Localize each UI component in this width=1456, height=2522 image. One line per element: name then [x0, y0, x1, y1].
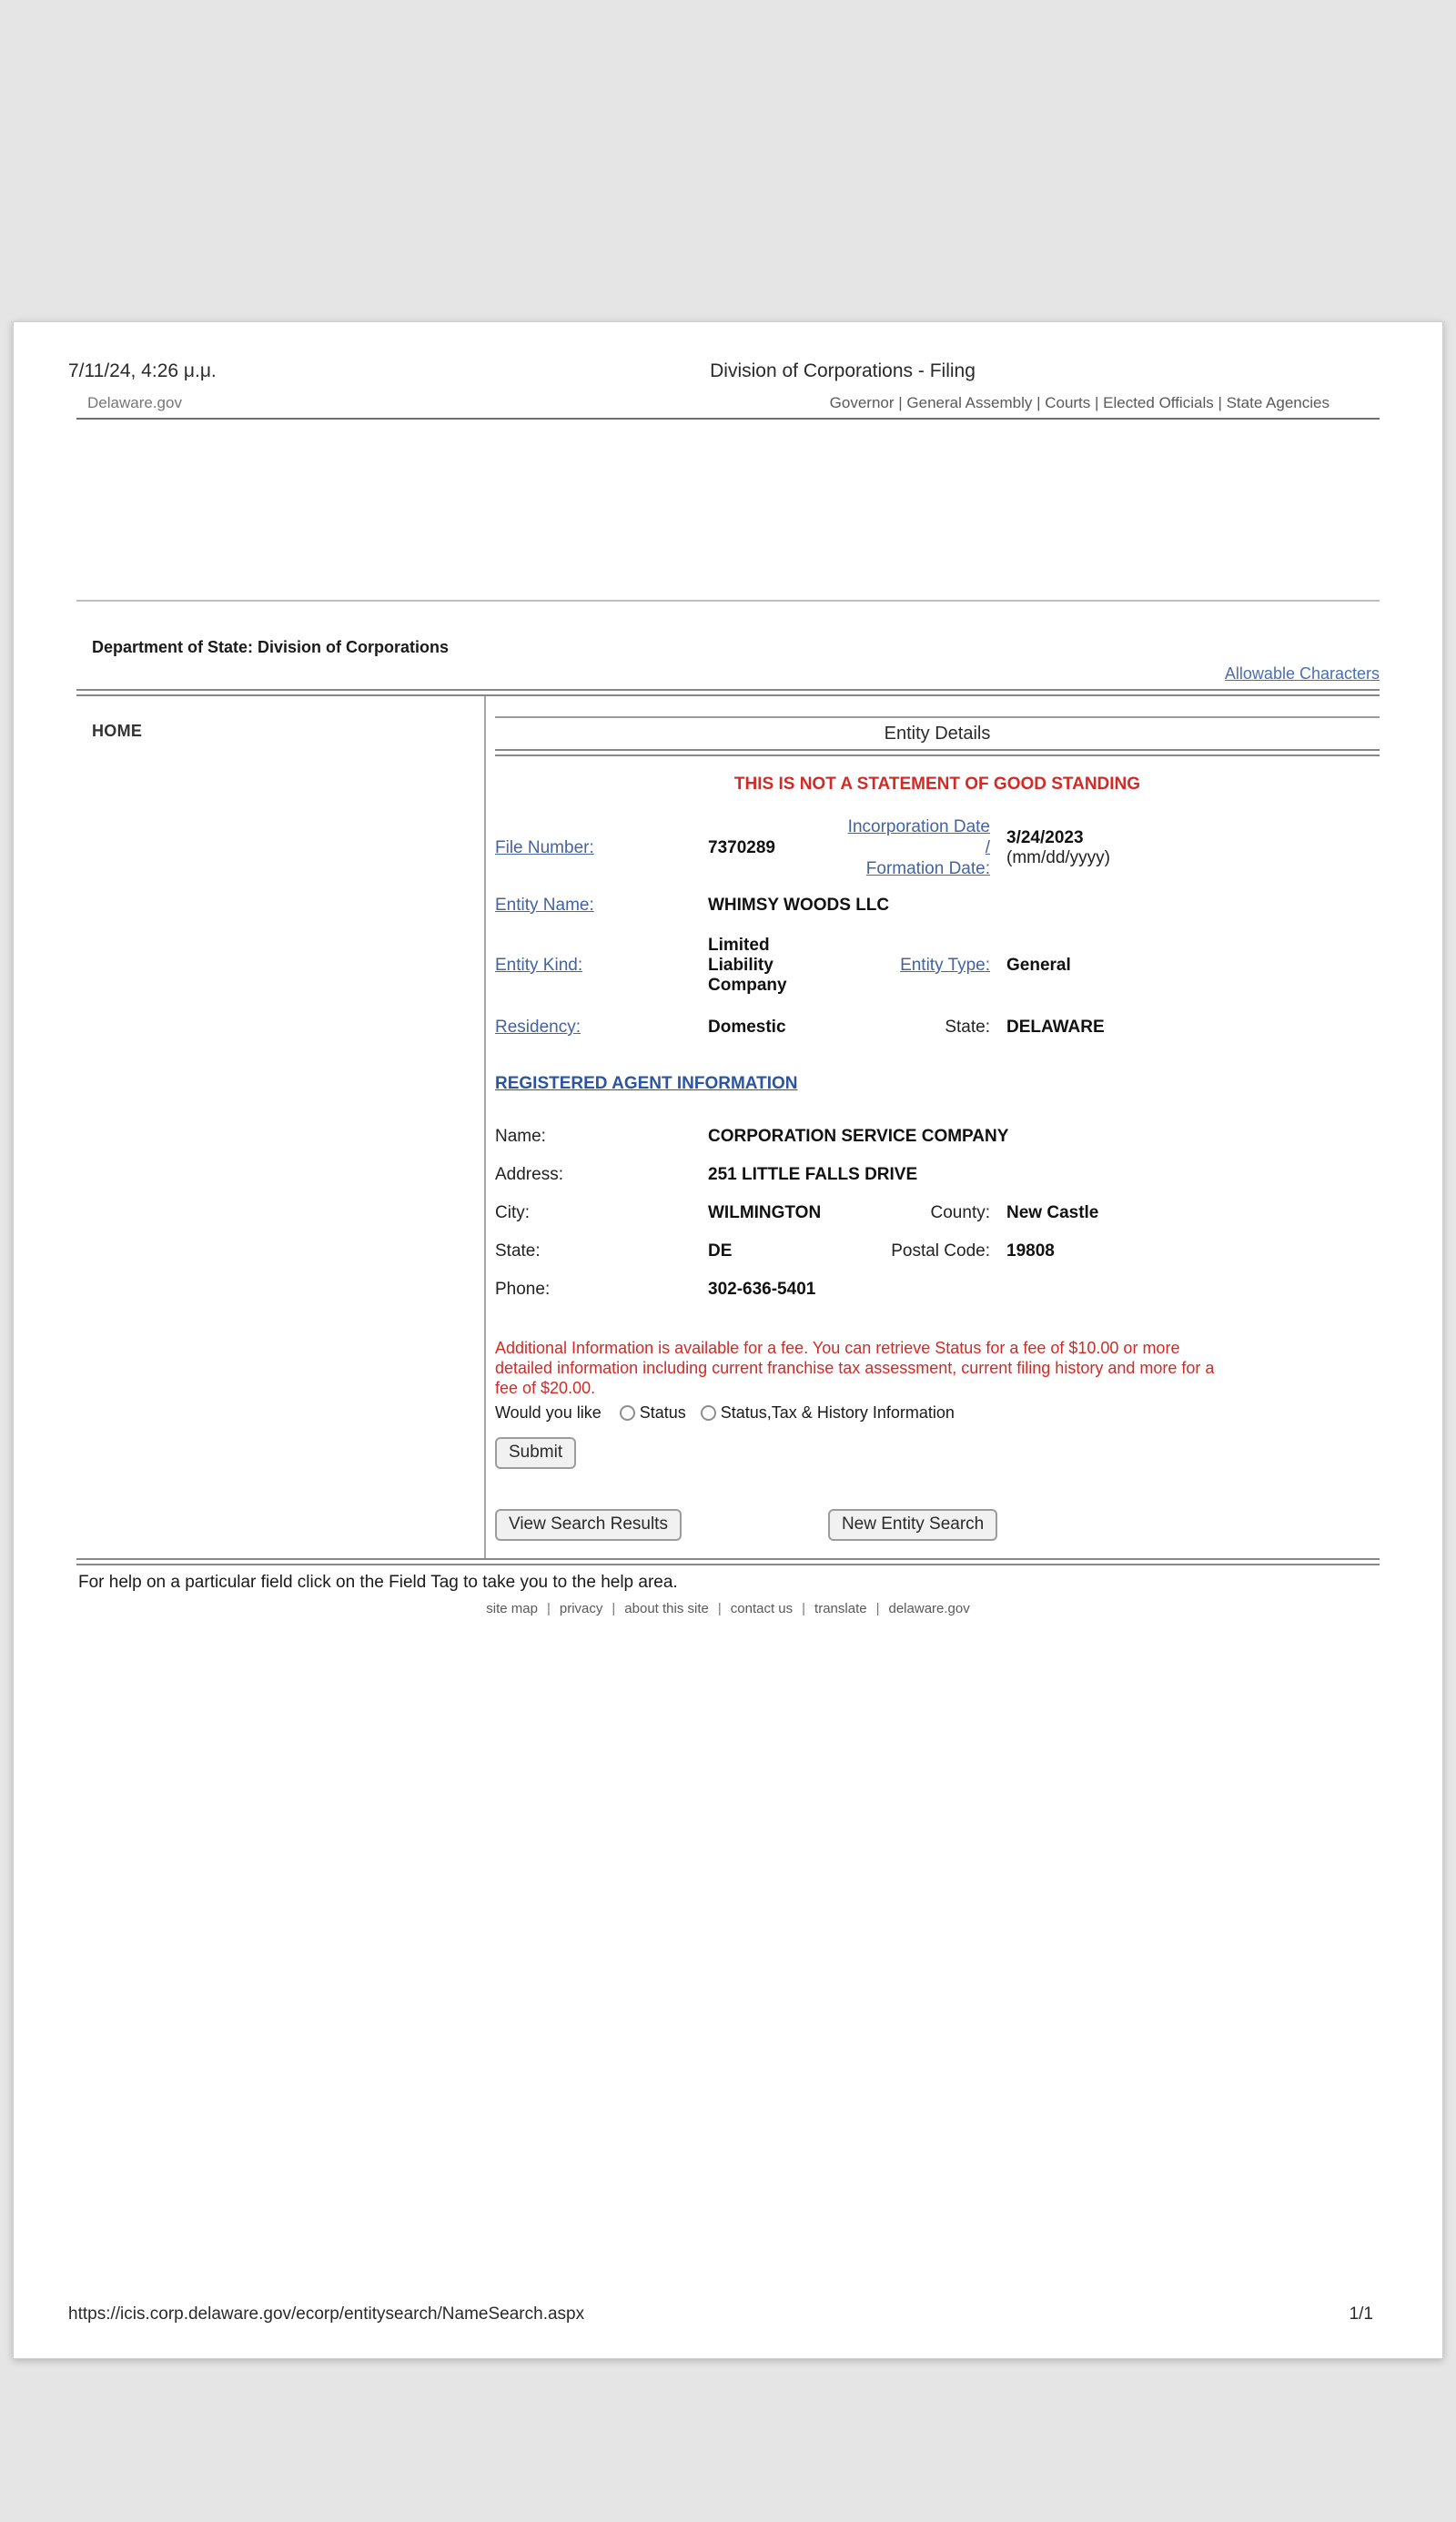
print-preview-page: [13, 321, 1443, 2359]
footer-separator: |: [717, 1601, 722, 1616]
agent-phone-row: [495, 1280, 1380, 1300]
incorporation-date-label-line1: Incorporation Date /: [847, 817, 990, 857]
incorporation-date-text: 3/24/2023: [1006, 827, 1084, 847]
file-number-label-link[interactable]: File Number:: [495, 837, 594, 857]
bottom-double-rule: [76, 1558, 1380, 1565]
sidebar-item-home[interactable]: HOME: [92, 722, 143, 740]
entity-name-row: [495, 896, 1380, 916]
registered-agent-heading[interactable]: REGISTERED AGENT INFORMATION: [495, 1074, 798, 1093]
agent-postal-value: 19808: [1006, 1241, 1055, 1261]
entity-kind-label-link[interactable]: Entity Kind:: [495, 956, 583, 975]
footer-links: [14, 1601, 1442, 1616]
agent-address-row: [495, 1165, 1380, 1185]
agent-county-value: New Castle: [1006, 1203, 1099, 1222]
residency-row: [495, 1018, 1380, 1038]
entity-heading-rule: [495, 749, 1380, 756]
options-prompt: Would you like: [495, 1403, 602, 1422]
footer-separator: |: [875, 1601, 880, 1616]
incorporation-date-label-link[interactable]: [844, 816, 990, 879]
status-tax-history-radio[interactable]: [701, 1405, 716, 1421]
help-text: For help on a particular field click on the Field Tag to take you to the help area.: [78, 1573, 678, 1592]
new-entity-search-button[interactable]: New Entity Search: [828, 1509, 997, 1541]
print-timestamp: 7/11/24, 4:26 μ.μ.: [68, 360, 217, 381]
print-header: [14, 322, 1442, 380]
agent-phone-label: Phone:: [495, 1280, 551, 1299]
agent-county-label: County:: [930, 1203, 990, 1222]
residency-value: Domestic: [708, 1018, 786, 1037]
status-option[interactable]: [620, 1403, 686, 1423]
entity-details-panel: [486, 696, 1380, 1558]
state-value: DELAWARE: [1006, 1018, 1105, 1037]
agent-state-row: [495, 1241, 1380, 1261]
residency-label-link[interactable]: Residency:: [495, 1018, 581, 1037]
site-header: [76, 380, 1380, 420]
print-footer: [14, 2304, 1442, 2324]
entity-type-label-text: Entity Type:: [900, 956, 990, 975]
agent-address-value: 251 LITTLE FALLS DRIVE: [708, 1165, 918, 1184]
allowable-characters-row: [76, 657, 1380, 684]
footer-link-about[interactable]: about this site: [624, 1601, 709, 1616]
entity-name-label-link[interactable]: Entity Name:: [495, 896, 594, 915]
delaware-gov-link[interactable]: Delaware.gov: [87, 394, 182, 411]
footer-separator: |: [612, 1601, 616, 1616]
department-title: Department of State: Division of Corporations: [92, 638, 450, 656]
state-label: State:: [945, 1018, 990, 1037]
agent-address-label: Address:: [495, 1165, 563, 1184]
incorporation-date-value: [990, 828, 1380, 868]
sidebar: [76, 696, 486, 1558]
incorporation-date-format: (mm/dd/yyyy): [1006, 847, 1110, 867]
agent-city-row: [495, 1203, 1380, 1223]
file-number-row: [495, 816, 1380, 879]
status-options-row: [495, 1403, 1380, 1423]
agent-city-value: WILMINGTON: [708, 1203, 822, 1222]
entity-details-heading: Entity Details: [495, 716, 1380, 749]
allowable-characters-link[interactable]: Allowable Characters: [1224, 664, 1380, 683]
entity-type-value: General: [1006, 956, 1071, 975]
footer-separator: |: [802, 1601, 806, 1616]
agent-name-row: [495, 1127, 1380, 1147]
status-option-label: Status: [639, 1403, 686, 1422]
agent-state-label: State:: [495, 1241, 541, 1261]
top-double-rule: [76, 689, 1380, 696]
good-standing-warning: THIS IS NOT A STATEMENT OF GOOD STANDING: [733, 775, 1141, 794]
agent-phone-value: 302-636-5401: [708, 1280, 816, 1299]
footer-link-translate[interactable]: translate: [814, 1601, 867, 1616]
agent-postal-label: Postal Code:: [891, 1241, 990, 1261]
print-footer-page-number: 1/1: [1349, 2304, 1373, 2324]
submit-row: [495, 1437, 1380, 1469]
button-gap: [682, 1509, 828, 1541]
footer-link-delawaregov[interactable]: delaware.gov: [888, 1601, 970, 1616]
submit-button[interactable]: Submit: [495, 1437, 576, 1469]
actions-row: [495, 1509, 1380, 1541]
entity-type-label-link[interactable]: [844, 956, 990, 976]
gov-nav-links[interactable]: Governor | General Assembly | Courts | Elected Officials | State Agencies: [829, 394, 1330, 411]
agent-city-label: City:: [495, 1203, 530, 1222]
agent-name-value: CORPORATION SERVICE COMPANY: [708, 1127, 1009, 1146]
file-number-value: 7370289: [708, 837, 775, 857]
footer-separator: |: [546, 1601, 551, 1616]
entity-name-value: WHIMSY WOODS LLC: [708, 896, 890, 915]
view-search-results-button[interactable]: View Search Results: [495, 1509, 682, 1541]
agent-state-value: DE: [708, 1241, 733, 1261]
footer-link-privacy[interactable]: privacy: [559, 1601, 603, 1616]
agent-name-label: Name:: [495, 1127, 546, 1146]
footer-link-sitemap[interactable]: site map: [486, 1601, 538, 1616]
footer-link-contact[interactable]: contact us: [730, 1601, 794, 1616]
entity-kind-row: [495, 936, 1380, 996]
status-radio[interactable]: [620, 1405, 635, 1421]
entity-kind-value: Limited Liability Company: [708, 936, 787, 995]
content-area: [76, 696, 1380, 1558]
incorporation-date-label-line2: Formation Date:: [865, 859, 990, 878]
status-tax-history-label: Status,Tax & History Information: [720, 1403, 955, 1422]
status-tax-history-option[interactable]: [701, 1403, 955, 1423]
fee-notice: Additional Information is available for a fee. You can retrieve Status for a fee of $10.00 or more detailed information including current franchise tax assessment, current filing history and more for a fee of $20.00.: [495, 1339, 1215, 1397]
print-page-title: Division of Corporations - Filing: [710, 360, 976, 381]
print-footer-url: https://icis.corp.delaware.gov/ecorp/entitysearch/NameSearch.aspx: [68, 2304, 585, 2324]
